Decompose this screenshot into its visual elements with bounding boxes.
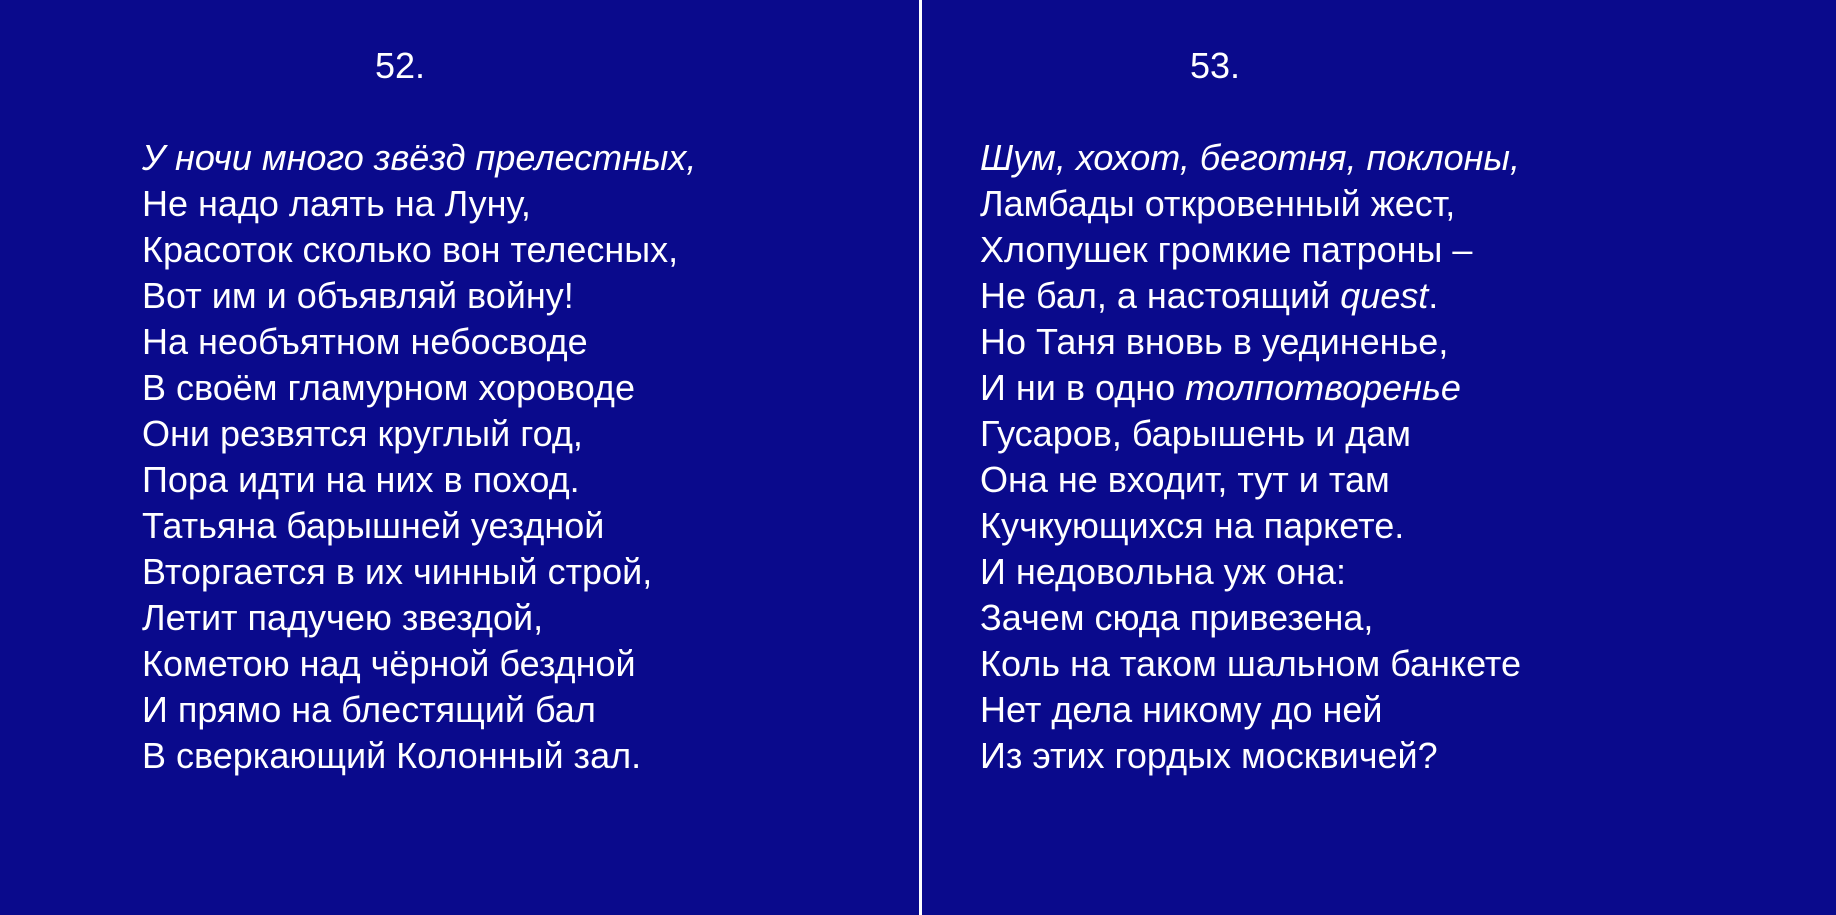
stanza-53-line-12: Коль на таком шальном банкете <box>980 643 1522 684</box>
stanza-53-line-4-italic-word: quest <box>1340 275 1429 316</box>
stanza-52-line-2: Не надо лаять на Луну, <box>142 183 531 224</box>
stanza-53-line-5: Но Таня вновь в уединенье, <box>980 321 1449 362</box>
stanza-52-line-13: И прямо на блестящий бал <box>142 689 596 730</box>
stanza-52-line-8: Пора идти на них в поход. <box>142 459 580 500</box>
stanza-number-53: 53. <box>1190 45 1241 86</box>
stanza-52-line-6: В своём гламурном хороводе <box>142 367 635 408</box>
stanza-53-line-2: Ламбады откровенный жест, <box>980 183 1456 224</box>
stanza-52-line-14: В сверкающий Колонный зал. <box>142 735 642 776</box>
stanza-52-line-3: Красоток сколько вон телесных, <box>142 229 679 270</box>
stanza-53-line-13: Нет дела никому до ней <box>980 689 1383 730</box>
stanza-53-line-6-text: И ни в одно <box>980 367 1186 408</box>
column-divider <box>919 0 922 915</box>
stanza-53-line-1: Шум, хохот, беготня, поклоны, <box>980 137 1520 178</box>
stanza-52-line-9: Татьяна барышней уездной <box>142 505 605 546</box>
stanza-53-line-9: Кучкующихся на паркете. <box>980 505 1405 546</box>
stanza-52-line-5: На необъятном небосводе <box>142 321 588 362</box>
stanza-53-line-4 <box>980 273 1521 319</box>
stanza-53-line-3: Хлопушек громкие патроны – <box>980 229 1473 270</box>
stanza-52 <box>142 135 696 779</box>
stanza-53-line-10: И недовольна уж она: <box>980 551 1347 592</box>
stanza-53-line-14: Из этих гордых москвичей? <box>980 735 1438 776</box>
stanza-53-line-7: Гусаров, барышень и дам <box>980 413 1412 454</box>
stanza-53-line-11: Зачем сюда привезена, <box>980 597 1374 638</box>
stanza-53-line-4-punct: . <box>1428 275 1439 316</box>
stanza-53-line-6-italic-word: толпотворенье <box>1185 367 1461 408</box>
stanza-52-line-10: Вторгается в их чинный строй, <box>142 551 653 592</box>
stanza-52-line-7: Они резвятся круглый год, <box>142 413 583 454</box>
stanza-number-52: 52. <box>375 45 426 86</box>
stanza-52-line-12: Кометою над чёрной бездной <box>142 643 636 684</box>
stanza-53 <box>980 135 1521 779</box>
stanza-52-line-11: Летит падучею звездой, <box>142 597 544 638</box>
stanza-53-line-8: Она не входит, тут и там <box>980 459 1390 500</box>
stanza-53-line-6 <box>980 365 1521 411</box>
stanza-52-line-1: У ночи много звёзд прелестных, <box>142 137 697 178</box>
stanza-52-line-4: Вот им и объявляй войну! <box>142 275 574 316</box>
stanza-53-line-4-text: Не бал, а настоящий <box>980 275 1341 316</box>
